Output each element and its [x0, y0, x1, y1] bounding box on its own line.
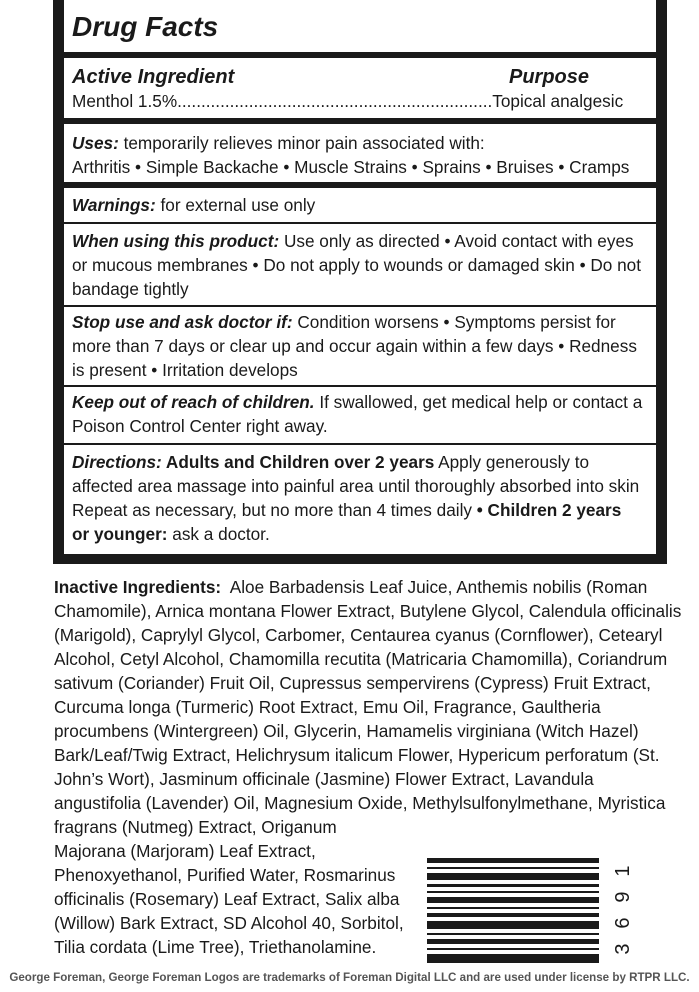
divider: [64, 443, 656, 445]
inactive-line: Chamomile), Arnica montana Flower Extract, Butylene Glycol, Calendula officinalis: [54, 601, 682, 621]
stop-use-line: is present • Irritation develops: [72, 360, 298, 380]
when-using-line: or mucous membranes • Do not apply to wounds or damaged skin • Do not: [72, 255, 642, 275]
barcode-bar: [427, 897, 599, 903]
keep-out-line: Poison Control Center right away.: [72, 416, 328, 436]
barcode-bar: [427, 933, 599, 935]
stop-use-line: Condition worsens • Symptoms persist for: [292, 312, 616, 332]
directions-children: • Children 2 years: [476, 500, 622, 520]
directions-line: Repeat as necessary, but no more than 4 times daily: [72, 500, 477, 520]
inactive-label: Inactive Ingredients:: [54, 577, 222, 597]
inactive-line: fragrans (Nutmeg) Extract, Origanum: [54, 817, 337, 837]
barcode-bar: [427, 948, 599, 950]
active-ingredient-name: Menthol 1.5%: [72, 91, 178, 111]
uses-section: [72, 131, 650, 179]
keep-out-section: [72, 390, 650, 438]
inactive-line: Majorana (Marjoram) Leaf Extract,: [54, 841, 316, 861]
purpose-header: Purpose: [509, 66, 590, 88]
drug-facts-title: Drug Facts: [72, 11, 219, 42]
drug-facts-inner: [64, 0, 656, 554]
active-ingredient-row: [72, 89, 650, 113]
active-ingredient-header: Active Ingredient: [72, 66, 235, 88]
divider: [64, 118, 656, 124]
barcode-bar: [427, 954, 599, 963]
uses-list: Arthritis • Simple Backache • Muscle Strains • Sprains • Bruises • Cramps: [72, 157, 630, 177]
inactive-line: John’s Wort), Jasminum officinale (Jasmine) Flower Extract, Lavandula: [54, 769, 594, 789]
warnings-section: [72, 193, 650, 217]
barcode-bar: [427, 891, 599, 893]
stop-use-label: Stop use and ask doctor if:: [72, 312, 293, 332]
uses-label: Uses:: [72, 133, 119, 153]
inactive-line: Aloe Barbadensis Leaf Juice, Anthemis nobilis (Roman: [221, 577, 648, 597]
barcode-bar: [427, 907, 599, 909]
barcode-bar: [427, 873, 599, 880]
inactive-line: Bark/Leaf/Twig Extract, Helichrysum italicum Flower, Hypericum perforatum (St.: [54, 745, 660, 765]
barcode-bar: [427, 913, 599, 917]
barcode-digit: 9: [612, 891, 634, 903]
inactive-line: procumbens (Wintergreen) Oil, Glycerin, Hamamelis virginiana (Witch Hazel): [54, 721, 639, 741]
directions-section: [72, 450, 650, 546]
directions-age: Adults and Children over 2 years: [161, 452, 435, 472]
barcode-bar: [427, 858, 599, 863]
barcode-number: [612, 856, 634, 968]
warnings-label: Warnings:: [72, 195, 156, 215]
inactive-line: Phenoxyethanol, Purified Water, Rosmarinus: [54, 865, 396, 885]
barcode-digit: 1: [612, 865, 634, 877]
drug-facts-panel: [53, 0, 667, 564]
stop-use-section: [72, 310, 650, 382]
barcode-bar: [427, 884, 599, 887]
directions-younger: or younger:: [72, 524, 168, 544]
inactive-line: (Marigold), Caprylyl Glycol, Carbomer, Centaurea cyanus (Cornflower), Cetearyl: [54, 625, 663, 645]
keep-out-label: Keep out of reach of children.: [72, 392, 315, 412]
leader-dots: ..................................................................: [177, 91, 493, 111]
divider: [64, 305, 656, 307]
inactive-line: sativum (Coriander) Fruit Oil, Cupressus sempervirens (Cypress) Fruit Extract,: [54, 673, 651, 693]
keep-out-line: If swallowed, get medical help or contact a: [314, 392, 643, 412]
divider: [64, 385, 656, 387]
when-using-line: Use only as directed • Avoid contact with eyes: [279, 231, 634, 251]
inactive-line: (Willow) Bark Extract, SD Alcohol 40, Sorbitol,: [54, 913, 404, 933]
when-using-line: bandage tightly: [72, 279, 189, 299]
directions-label: Directions:: [72, 452, 162, 472]
inactive-line: Alcohol, Cetyl Alcohol, Chamomilla recutita (Matricaria Chamomilla), Coriandrum: [54, 649, 668, 669]
uses-text: temporarily relieves minor pain associated with:: [118, 133, 485, 153]
warnings-text: for external use only: [155, 195, 316, 215]
divider: [64, 222, 656, 224]
directions-line: Apply generously to: [434, 452, 590, 472]
when-using-label: When using this product:: [72, 231, 280, 251]
trademark-footer: George Foreman, George Foreman Logos are trademarks of Foreman Digital LLC and are used under license by RTPR LLC.: [9, 971, 690, 984]
divider: [64, 52, 656, 58]
when-using-section: [72, 229, 650, 301]
inactive-line: angustifolia (Lavender) Oil, Magnesium Oxide, Methylsulfonylmethane, Myristica: [54, 793, 666, 813]
barcode-bar: [427, 939, 599, 944]
barcode-bar: [427, 921, 599, 929]
directions-line: affected area massage into painful area until thoroughly absorbed into skin: [72, 476, 640, 496]
purpose-value: Topical analgesic: [492, 91, 624, 111]
barcode-digit: 6: [612, 917, 634, 929]
barcode-digit: 3: [612, 943, 634, 955]
barcode: [427, 858, 607, 968]
inactive-line: Tilia cordata (Lime Tree), Triethanolamine.: [54, 937, 377, 957]
barcode-bar: [427, 867, 599, 869]
stop-use-line: more than 7 days or clear up and occur again within a few days • Redness: [72, 336, 637, 356]
inactive-line: officinalis (Rosemary) Leaf Extract, Salix alba: [54, 889, 400, 909]
directions-line: ask a doctor.: [167, 524, 270, 544]
inactive-line: Curcuma longa (Turmeric) Root Extract, Emu Oil, Fragrance, Gaultheria: [54, 697, 601, 717]
divider: [64, 182, 656, 188]
